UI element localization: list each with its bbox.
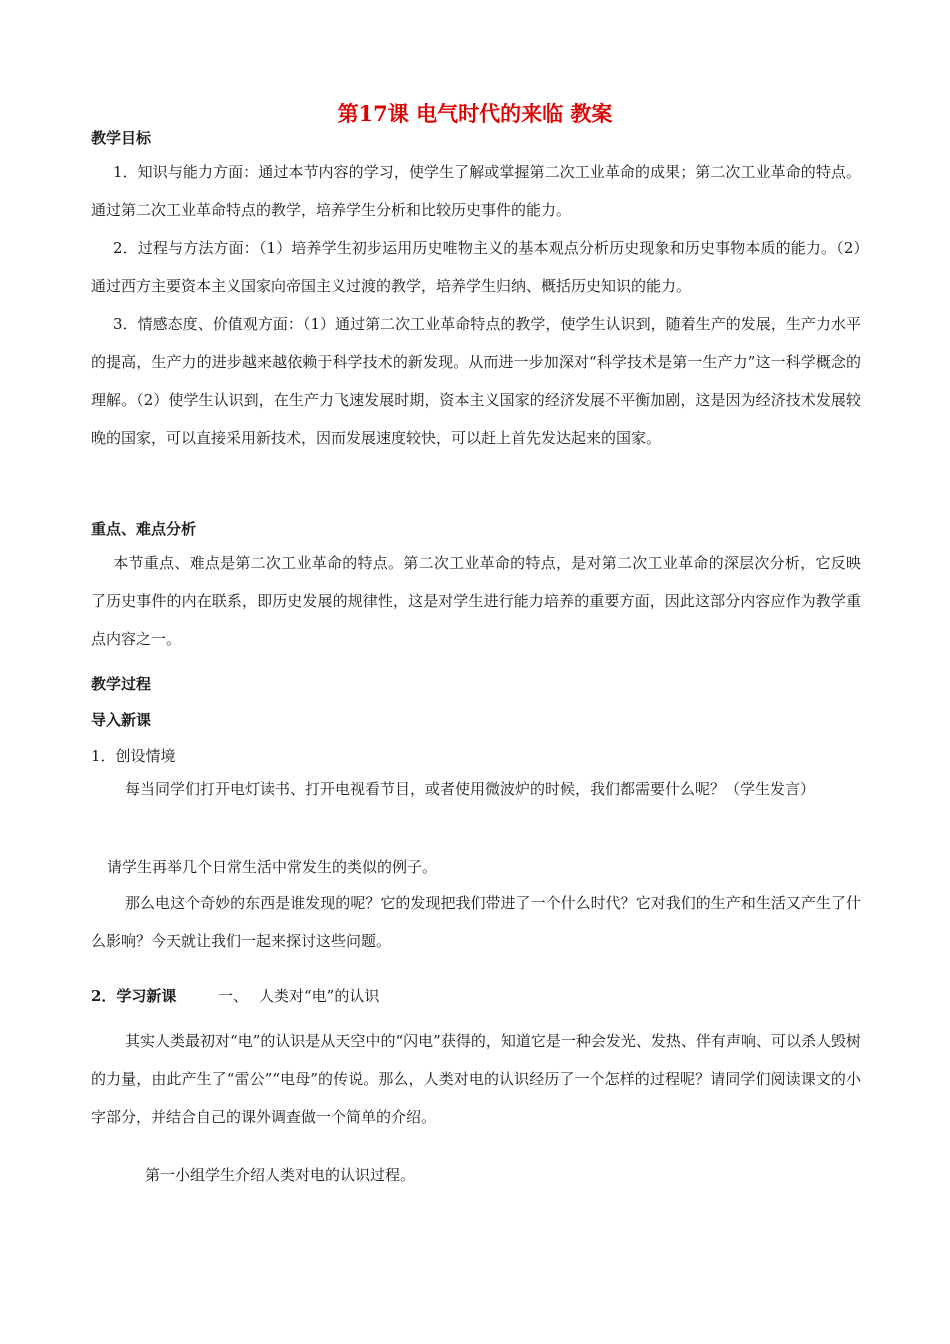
step1-paragraph-1 bbox=[91, 770, 861, 808]
lesson-title: 第17课 电气时代的来临 教案 bbox=[337, 101, 613, 126]
key-points-heading: 重点、难点分析 bbox=[91, 520, 197, 538]
step1-paragraph-3 bbox=[91, 884, 861, 960]
process-heading: 教学过程 bbox=[91, 675, 152, 693]
step2-subsection-number: 一、 bbox=[218, 987, 249, 1005]
step1-text-1: 每当同学们打开电灯读书、打开电视看节目，或者使用微波炉的时候，我们都需要什么呢？（学生发言） bbox=[125, 780, 816, 798]
objective-text-3: 3．情感态度、价值观方面：（1）通过第二次工业革命特点的教学，使学生认识到，随着生产的发展，生产力水平的提高，生产力的进步越来越依赖于科学技术的新发现。从而进一步加深对“科学技术是第一生产力”这一科学概念的理解。（2）使学生认识到，在生产力飞速发展时期，资本主义国家的经济发展不平衡加剧，这是因为经济技术发展较晚的国家，可以直接采用新技术，因而发展速度较快，可以赶上首先发达起来的国家。 bbox=[91, 315, 861, 447]
step1-label: 1．创设情境 bbox=[91, 747, 176, 765]
step1-paragraph-2: 请学生再举几个日常生活中常发生的类似的例子。 bbox=[107, 858, 438, 876]
objective-text-1: 1．知识与能力方面：通过本节内容的学习，使学生了解或掌握第二次工业革命的成果；第二次工业革命的特点。通过第二次工业革命特点的教学，培养学生分析和比较历史事件的能力。 bbox=[91, 163, 861, 219]
intro-heading: 导入新课 bbox=[91, 711, 152, 729]
key-points-paragraph bbox=[91, 544, 861, 658]
step2-paragraph-1 bbox=[91, 1022, 861, 1136]
objective-item-1 bbox=[91, 153, 861, 229]
step2-text-1: 其实人类最初对“电”的认识是从天空中的“闪电”获得的，知道它是一种会发光、发热、伴有声响、可以杀人毁树的力量，由此产生了“雷公”“电母”的传说。那么，人类对电的认识经历了一个怎样的过程呢？请同学们阅读课文的小字部分，并结合自己的课外调查做一个简单的介绍。 bbox=[91, 1032, 861, 1126]
step1-text-3: 那么电这个奇妙的东西是谁发现的呢？它的发现把我们带进了一个什么时代？它对我们的生产和生活又产生了什么影响？今天就让我们一起来探讨这些问题。 bbox=[91, 894, 861, 950]
step2-subsection-title: 人类对“电”的认识 bbox=[259, 987, 380, 1005]
objective-item-3 bbox=[91, 305, 861, 457]
objectives-heading: 教学目标 bbox=[91, 129, 152, 147]
objective-item-2 bbox=[91, 229, 861, 305]
key-points-text: 本节重点、难点是第二次工业革命的特点。第二次工业革命的特点，是对第二次工业革命的深层次分析，它反映了历史事件的内在联系，即历史发展的规律性，这是对学生进行能力培养的重要方面，因此这部分内容应作为教学重点内容之一。 bbox=[91, 554, 861, 648]
step2-label: 2．学习新课 bbox=[91, 987, 177, 1005]
step2-paragraph-2: 第一小组学生介绍人类对电的认识过程。 bbox=[145, 1166, 416, 1184]
objective-text-2: 2．过程与方法方面：（1）培养学生初步运用历史唯物主义的基本观点分析历史现象和历史事物本质的能力。（2）通过西方主要资本主义国家向帝国主义过渡的教学，培养学生归纳、概括历史知识的能力。 bbox=[91, 239, 861, 295]
